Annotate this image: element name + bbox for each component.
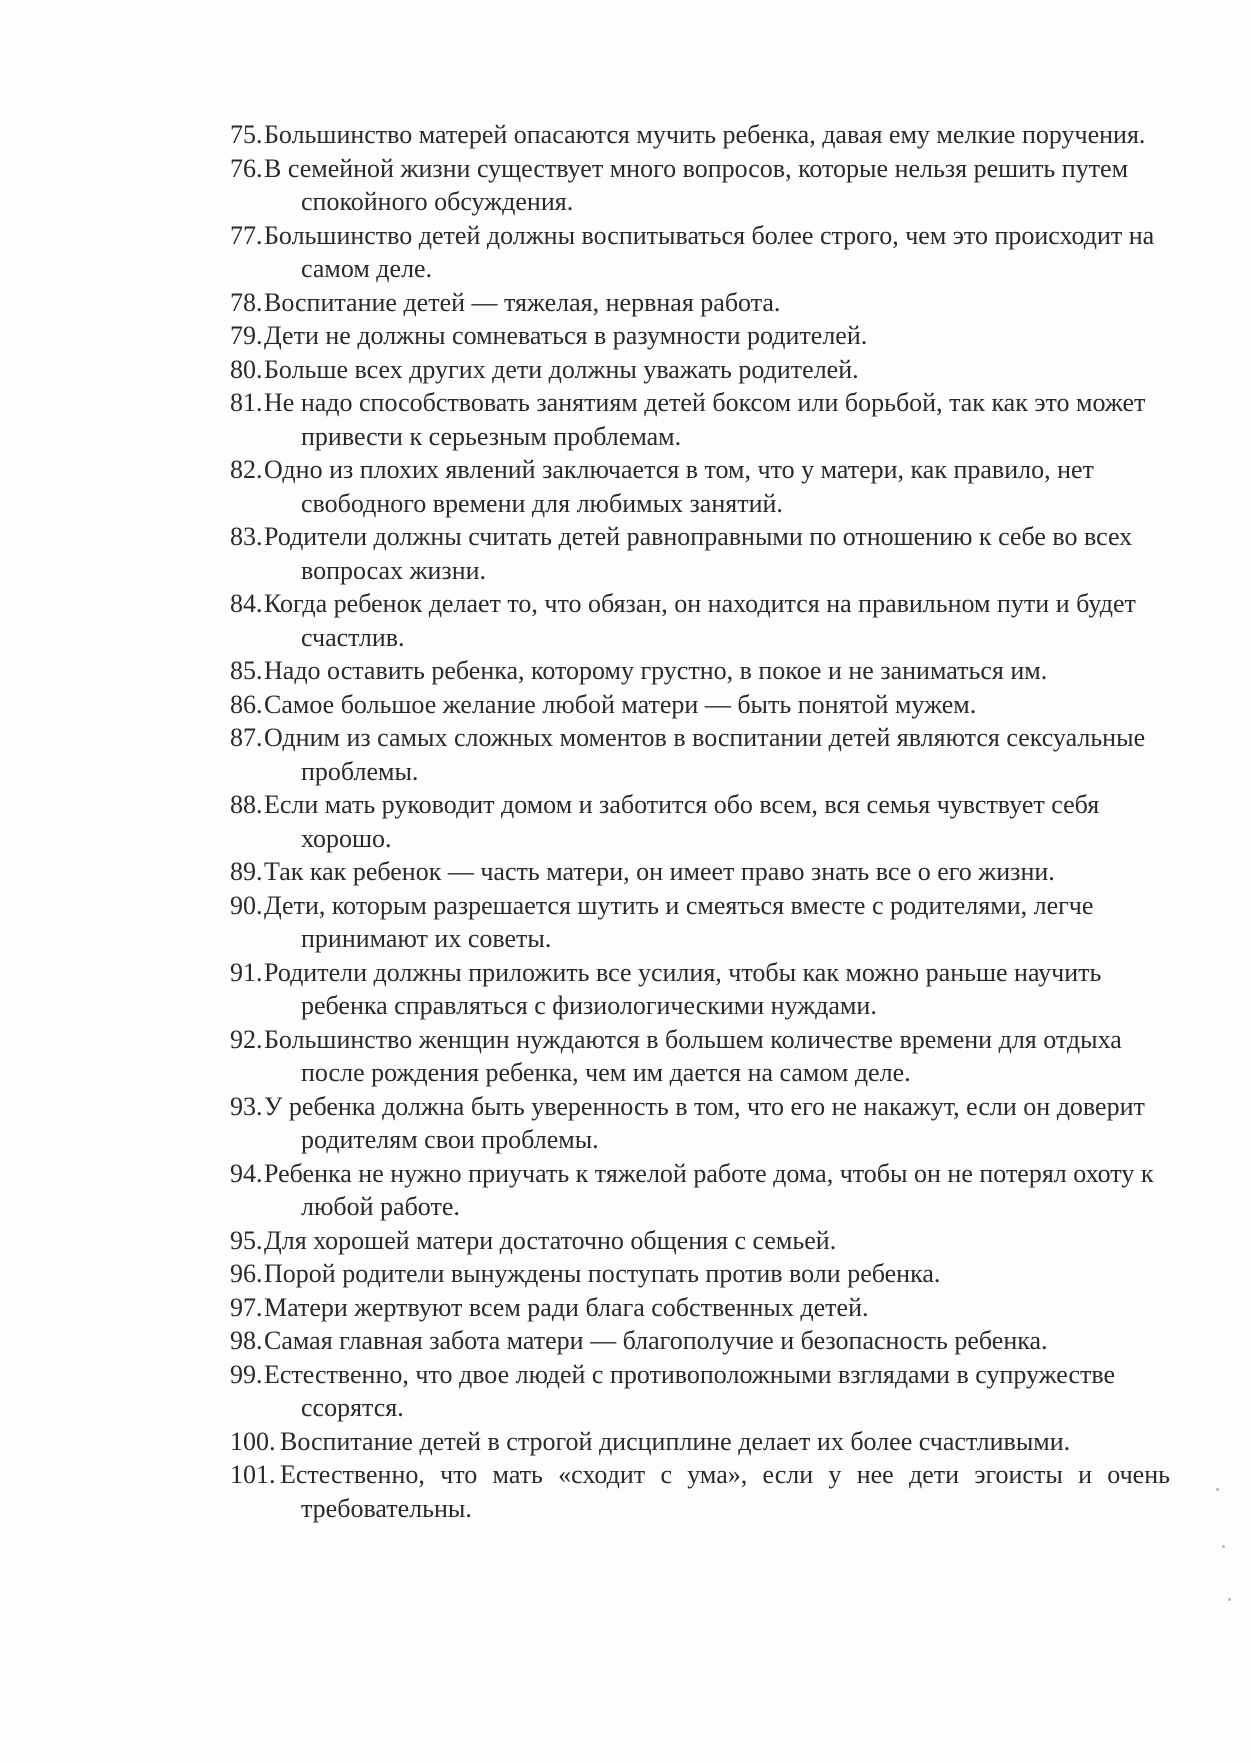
item-text: Не надо способствовать занятиям детей боксом или борьбой, так как это может привести к серьезным проблемам. <box>264 388 1146 451</box>
item-text: Матери жертвуют всем ради блага собственных детей. <box>264 1292 869 1322</box>
item-number: 87. <box>230 723 263 752</box>
item-number: 76. <box>230 153 263 183</box>
item-number: 100. <box>230 1426 276 1456</box>
list-item <box>230 1257 1170 1291</box>
list-item <box>230 721 1170 788</box>
item-text: Большинство матерей опасаются мучить ребенка, давая ему мелкие поручения. <box>264 120 1146 149</box>
item-text: Для хорошей матери достаточно общения с семьей. <box>264 1225 837 1255</box>
item-text: У ребенка должна быть уверенность в том, что его не накажут, если он доверит родителям свои проблемы. <box>264 1091 1145 1154</box>
list-item <box>230 1358 1170 1425</box>
item-text: Воспитание детей в строгой дисциплине делает их более счастливыми. <box>280 1426 1071 1456</box>
item-text: Дети не должны сомневаться в разумности родителей. <box>264 321 868 350</box>
item-number: 77. <box>230 220 263 250</box>
item-number: 92. <box>230 1024 263 1054</box>
list-item <box>230 1425 1170 1459</box>
item-number: 90. <box>230 890 263 920</box>
list-item <box>230 520 1170 587</box>
item-text: Если мать руководит домом и заботится обо всем, вся семья чувствует себя хорошо. <box>264 790 1100 853</box>
item-number: 88. <box>230 790 263 819</box>
item-text: Одним из самых сложных моментов в воспитании детей являются сексуальные проблемы. <box>264 723 1146 786</box>
item-text: Большинство женщин нуждаются в большем количестве времени для отдыха после рождения ребенка, чем им дается на самом деле. <box>264 1024 1122 1087</box>
item-text: Естественно, что двое людей с противоположными взглядами в супружестве ссорятся. <box>264 1359 1116 1422</box>
item-text: Когда ребенок делает то, что обязан, он находится на правильном пути и будет счастлив. <box>264 589 1136 652</box>
list-item <box>230 587 1170 654</box>
item-text: Самая главная забота матери — благополучие и безопасность ребенка. <box>264 1326 1048 1355</box>
list-item <box>230 956 1170 1023</box>
list-item <box>230 1157 1170 1224</box>
list-item <box>230 688 1170 722</box>
item-text: Так как ребенок — часть матери, он имеет право знать все о его жизни. <box>264 857 1055 886</box>
scan-speck <box>1222 1545 1225 1548</box>
item-text: Воспитание детей — тяжелая, нервная работа. <box>264 287 781 317</box>
item-number: 75. <box>230 120 263 149</box>
scan-speck <box>1228 1598 1231 1601</box>
list-item <box>230 386 1170 453</box>
item-text: Естественно, что мать «сходит с ума», если у нее дети эгоисты и очень требовательны. <box>280 1460 1170 1523</box>
item-number: 101. <box>230 1460 276 1489</box>
item-text: Ребенка не нужно приучать к тяжелой работе дома, чтобы он не потерял охоту к любой работе. <box>264 1158 1154 1221</box>
item-text: Больше всех других дети должны уважать родителей. <box>264 354 859 384</box>
list-item <box>230 319 1170 353</box>
item-number: 86. <box>230 689 263 719</box>
item-text: Порой родители вынуждены поступать против воли ребенка. <box>264 1259 941 1288</box>
item-number: 91. <box>230 957 263 987</box>
list-item <box>230 855 1170 889</box>
item-number: 97. <box>230 1292 263 1322</box>
item-number: 98. <box>230 1326 263 1355</box>
scan-speck <box>1216 1488 1219 1491</box>
list-item <box>230 1224 1170 1258</box>
item-number: 95. <box>230 1225 263 1255</box>
list-item <box>230 286 1170 320</box>
item-number: 94. <box>230 1158 263 1188</box>
item-text: Дети, которым разрешается шутить и смеяться вместе с родителями, легче принимают их советы. <box>264 890 1094 953</box>
item-text: Самое большое желание любой матери — быть понятой мужем. <box>264 689 977 719</box>
item-text: Надо оставить ребенка, которому грустно, в покое и не заниматься им. <box>264 656 1048 685</box>
item-number: 93. <box>230 1091 263 1121</box>
item-number: 78. <box>230 287 263 317</box>
questionnaire-list <box>230 118 1170 1525</box>
list-item <box>230 118 1170 152</box>
item-number: 96. <box>230 1259 263 1288</box>
item-text: В семейной жизни существует много вопросов, которые нельзя решить путем спокойного обсуждения. <box>264 153 1129 216</box>
item-number: 84. <box>230 589 263 618</box>
item-text: Родители должны считать детей равноправными по отношению к себе во всех вопросах жизни. <box>264 522 1133 585</box>
item-text: Родители должны приложить все усилия, чтобы как можно раньше научить ребенка справляться с физиологическими нуждами. <box>264 957 1102 1020</box>
item-number: 85. <box>230 656 263 685</box>
item-text: Одно из плохих явлений заключается в том, что у матери, как правило, нет свободного времени для любимых занятий. <box>264 455 1094 518</box>
list-item <box>230 1090 1170 1157</box>
item-number: 99. <box>230 1359 263 1389</box>
item-number: 80. <box>230 354 263 384</box>
item-text: Большинство детей должны воспитываться более строго, чем это происходит на самом деле. <box>264 220 1155 283</box>
list-item <box>230 889 1170 956</box>
item-number: 89. <box>230 857 263 886</box>
list-item <box>230 1458 1170 1525</box>
list-item <box>230 152 1170 219</box>
list-item <box>230 353 1170 387</box>
item-number: 79. <box>230 321 263 350</box>
list-item <box>230 654 1170 688</box>
item-number: 82. <box>230 455 263 484</box>
list-item <box>230 219 1170 286</box>
list-item <box>230 1291 1170 1325</box>
list-item <box>230 1023 1170 1090</box>
item-number: 81. <box>230 388 263 417</box>
list-item <box>230 453 1170 520</box>
list-item <box>230 788 1170 855</box>
list-item <box>230 1324 1170 1358</box>
item-number: 83. <box>230 522 263 551</box>
